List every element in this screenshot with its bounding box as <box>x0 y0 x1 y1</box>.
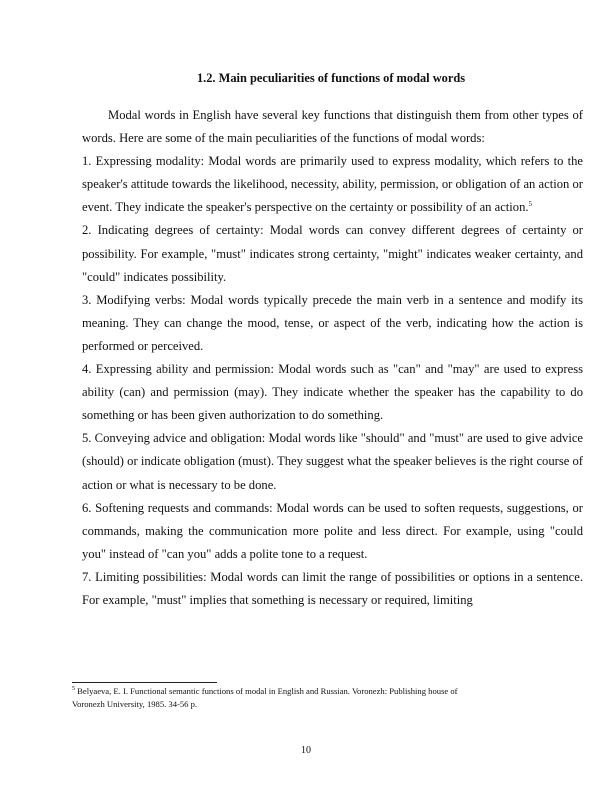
footnote-number: 5 <box>72 686 75 693</box>
section-heading: 1.2. Main peculiarities of functions of modal words <box>196 71 466 85</box>
body-text <box>82 104 583 612</box>
paragraph-limiting-possibilities: 7. Limiting possibilities: Modal words can limit the range of possibilities or options in a sentence. For example, "must" implies that something is necessary or required, limiting <box>82 569 583 607</box>
footnote <box>72 685 552 710</box>
paragraph-ability-permission: 4. Expressing ability and permission: Modal words such as "can" and "may" are used to express ability (can) and permission (may). They indicate whether the speaker has the capability to do something or has been given authorization to do something. <box>82 362 583 423</box>
footnote-divider <box>72 682 217 683</box>
paragraph-degrees-of-certainty: 2. Indicating degrees of certainty: Modal words can convey different degrees of certainty or possibility. For example, "must" indicates strong certainty, "might" indicates weaker certainty, and "could" indicates possibility. <box>82 223 583 284</box>
footnote-reference: 5 <box>528 200 533 209</box>
paragraph-softening-requests: 6. Softening requests and commands: Modal words can be used to soften requests, suggestions, or commands, making the communication more polite and less direct. For example, using "could you" instead of "can you" adds a polite tone to a request. <box>82 500 583 561</box>
footnote-line-1 <box>72 685 552 698</box>
page-number: 10 <box>301 745 311 756</box>
paragraph-intro: Modal words in English have several key functions that distinguish them from other types of words. Here are some of the main peculiarities of the functions of modal words: <box>82 108 583 146</box>
paragraph-expressing-modality <box>82 150 583 219</box>
footnote-text: Belyaeva, E. I. Functional semantic functions of modal in English and Russian. Voronezh: Publishing house of <box>75 686 458 696</box>
paragraph-text: 1. Expressing modality: Modal words are primarily used to express modality, which refers to the speaker's attitude towards the likelihood, necessity, ability, permission, or obligation of an action or event. They indicate the speaker's perspective on the certainty or possibility of an action. <box>82 154 583 215</box>
footnote-line-2: Voronezh University, 1985. 34-56 p. <box>72 698 198 709</box>
paragraph-modifying-verbs: 3. Modifying verbs: Modal words typically precede the main verb in a sentence and modify its meaning. They can change the mood, tense, or aspect of the verb, indicating how the action is performed or perceived. <box>82 292 583 353</box>
paragraph-advice-obligation: 5. Conveying advice and obligation: Modal words like "should" and "must" are used to give advice (should) or indicate obligation (must). They suggest what the speaker believes is the right course of action or what is necessary to be done. <box>82 431 583 492</box>
